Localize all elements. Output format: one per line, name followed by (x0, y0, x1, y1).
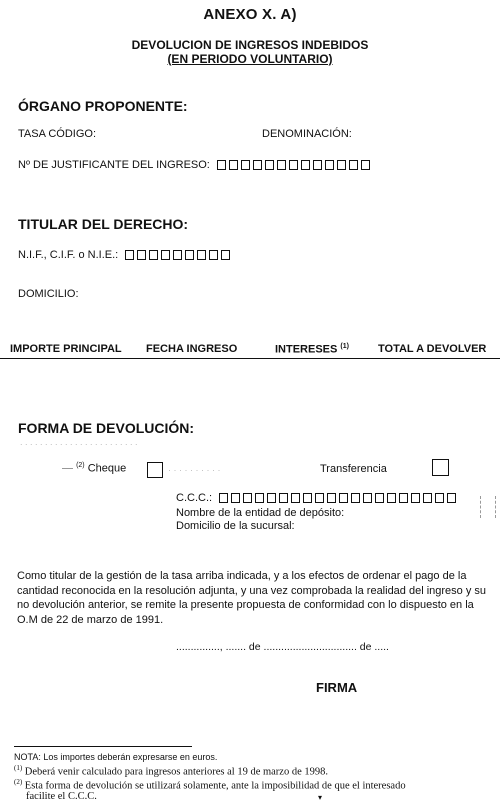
nif-row (18, 249, 230, 261)
nif-label: N.I.F., C.I.F. o N.I.E.: (18, 249, 119, 261)
ccc-boxes[interactable] (219, 493, 456, 503)
document-title: DEVOLUCION DE INGRESOS INDEBIDOS (131, 38, 369, 52)
digit-box[interactable] (279, 493, 288, 503)
justificante-row (18, 159, 370, 171)
intereses-footnote-ref: (1) (340, 343, 349, 350)
transferencia-checkbox[interactable] (432, 459, 449, 476)
digit-box[interactable] (221, 250, 230, 260)
importes-divider (0, 358, 500, 359)
digit-box[interactable] (209, 250, 218, 260)
footnote-1: $^{(1)}$ Deberá venir calculado para ingresos anteriores al 19 de marzo de 1998. (14, 764, 328, 778)
digit-box[interactable] (447, 493, 456, 503)
cheque-option: — $^{(2)}$ Cheque (62, 462, 127, 475)
digit-box[interactable] (125, 250, 134, 260)
digit-box[interactable] (303, 493, 312, 503)
digit-box[interactable] (137, 250, 146, 260)
digit-box[interactable] (197, 250, 206, 260)
document-subtitle: (EN PERIODO VOLUNTARIO) (167, 52, 333, 66)
digit-box[interactable] (315, 493, 324, 503)
cheque-footnote-ref: (2) (76, 462, 85, 469)
digit-box[interactable] (149, 250, 158, 260)
digit-box[interactable] (375, 493, 384, 503)
digit-box[interactable] (387, 493, 396, 503)
annex-title: ANEXO X. A) (203, 6, 297, 23)
declaracion-text: Como titular de la gestión de la tasa arriba indicada, y a los efectos de ordenar el pago de la cantidad reconocida en la resolución adjunta, y una vez comprobada la realidad del ingreso y su no devolución anterior, se remite la presente propuesta de conformidad con lo dispuesto en la O.M de 22 de marzo de 1991. (17, 570, 487, 626)
digit-box[interactable] (327, 493, 336, 503)
digit-box[interactable] (361, 160, 370, 170)
digit-box[interactable] (255, 493, 264, 503)
digit-box[interactable] (229, 160, 238, 170)
digit-box[interactable] (411, 493, 420, 503)
ccc-row (176, 492, 456, 504)
denominacion-label: DENOMINACIÓN: (262, 128, 352, 140)
justificante-boxes[interactable] (217, 160, 370, 170)
digit-box[interactable] (363, 493, 372, 503)
cheque-label: Cheque (87, 462, 127, 475)
digit-box[interactable] (241, 160, 250, 170)
firma-label: FIRMA (316, 680, 358, 695)
digit-box[interactable] (219, 493, 228, 503)
entidad-label: Nombre de la entidad de depósito: (176, 507, 345, 519)
faint-box-mark (480, 496, 496, 518)
nota-euros: NOTA: Los importes deberán expresarse en euros. (14, 752, 218, 762)
digit-box[interactable] (399, 493, 408, 503)
cheque-checkbox[interactable] (147, 462, 163, 478)
digit-box[interactable] (313, 160, 322, 170)
digit-box[interactable] (291, 493, 300, 503)
digit-box[interactable] (253, 160, 262, 170)
total-devolver-col: TOTAL A DEVOLVER (378, 343, 487, 355)
digit-box[interactable] (277, 160, 286, 170)
footnote-2: $^{(2)}$ Esta forma de devolución se utilizará solamente, ante la imposibilidad de que el interesado (14, 778, 406, 792)
fecha-line: ..............., ....... de ................................ de ..... (176, 641, 389, 653)
digit-box[interactable] (435, 493, 444, 503)
digit-box[interactable] (185, 250, 194, 260)
digit-box[interactable] (337, 160, 346, 170)
fecha-ingreso-col: FECHA INGRESO (146, 343, 238, 355)
footnote-divider (14, 746, 192, 747)
forma-heading: FORMA DE DEVOLUCIÓN: (18, 420, 195, 436)
titular-heading: TITULAR DEL DERECHO: (18, 216, 189, 232)
digit-box[interactable] (161, 250, 170, 260)
small-arrow-mark: ▾ (318, 793, 323, 802)
importes-header (0, 343, 500, 357)
digit-box[interactable] (265, 160, 274, 170)
sucursal-label: Domicilio de la sucursal: (176, 520, 295, 532)
domicilio-label: DOMICILIO: (18, 288, 79, 300)
digit-box[interactable] (289, 160, 298, 170)
digit-box[interactable] (217, 160, 226, 170)
importe-principal-col: IMPORTE PRINCIPAL (10, 343, 122, 355)
faint-dots: . . . . . . . . . . . . . . . . . . . . . . . . (20, 437, 138, 447)
justificante-label: Nº DE JUSTIFICANTE DEL INGRESO: (18, 159, 210, 171)
digit-box[interactable] (349, 160, 358, 170)
digit-box[interactable] (325, 160, 334, 170)
digit-box[interactable] (339, 493, 348, 503)
transferencia-label: Transferencia (320, 463, 387, 475)
digit-box[interactable] (423, 493, 432, 503)
organo-heading: ÓRGANO PROPONENTE: (18, 98, 188, 114)
digit-box[interactable] (301, 160, 310, 170)
intereses-col: INTERESES $^{(1)}$ (275, 343, 349, 356)
ccc-label: C.C.C.: (176, 492, 213, 504)
digit-box[interactable] (267, 493, 276, 503)
faint-marks: · · · · · · · · · · (168, 465, 221, 475)
digit-box[interactable] (243, 493, 252, 503)
tasa-codigo-label: TASA CÓDIGO: (18, 128, 97, 140)
digit-box[interactable] (231, 493, 240, 503)
footnote-2-cont: facilite el C.C.C. (26, 791, 97, 802)
digit-box[interactable] (173, 250, 182, 260)
digit-box[interactable] (351, 493, 360, 503)
nif-boxes[interactable] (125, 250, 230, 260)
